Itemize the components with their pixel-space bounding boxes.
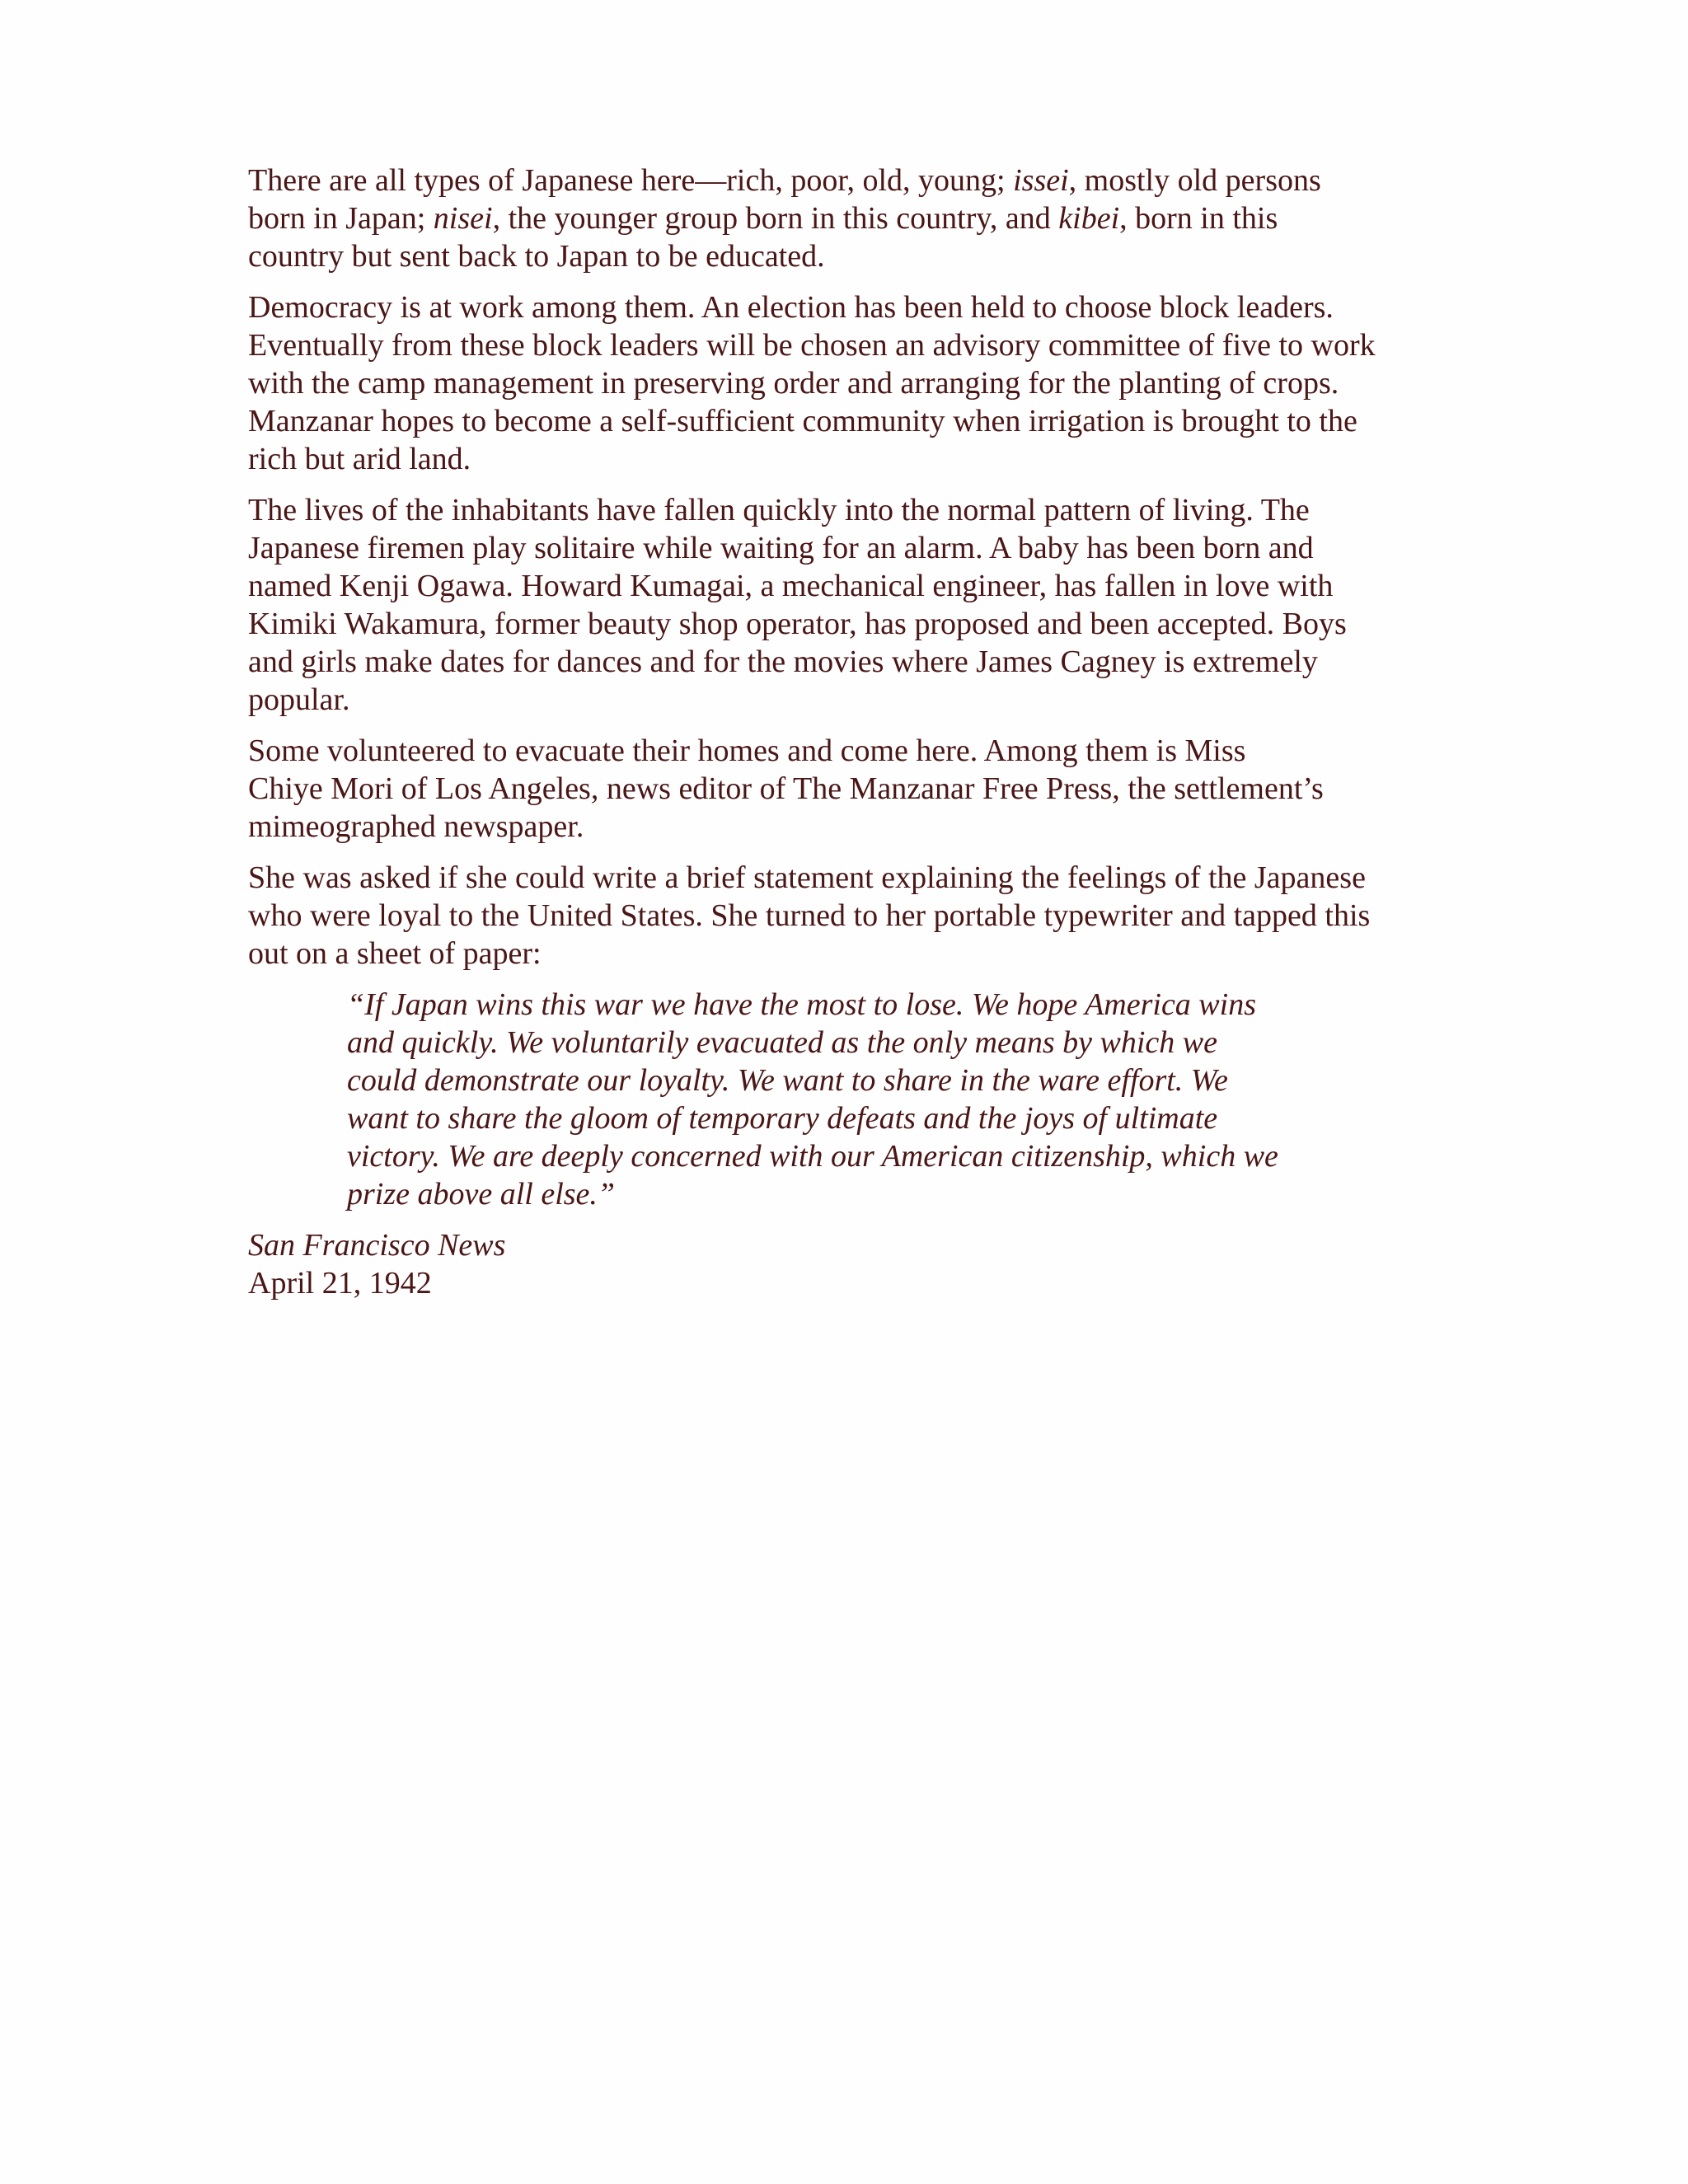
text-run: , mostly old persons	[1068, 163, 1321, 198]
text-line: out on a sheet of paper:	[248, 936, 542, 971]
document-page	[248, 162, 1460, 1302]
term-kibei: kibei	[1058, 201, 1120, 236]
text-line: mimeographed newspaper.	[248, 809, 584, 844]
text-line: She was asked if she could write a brief statement explaining the feelings of the Japanese	[248, 860, 1366, 895]
quote-line: prize above all else.”	[347, 1177, 616, 1212]
text-run: , the younger group born in this country, and	[492, 201, 1059, 236]
paragraph-statement-request	[248, 859, 1460, 972]
text-line: country but sent back to Japan to be educated.	[248, 239, 825, 274]
quote-line: victory. We are deeply concerned with our American citizenship, which we	[347, 1139, 1278, 1174]
paragraph-daily-life	[248, 491, 1460, 719]
quote-line: could demonstrate our loyalty. We want to share in the ware effort. We	[347, 1063, 1228, 1098]
quote-line: “If Japan wins this war we have the most to lose. We hope America wins	[347, 987, 1257, 1022]
quote-line: and quickly. We voluntarily evacuated as the only means by which we	[347, 1025, 1218, 1060]
block-quote	[347, 986, 1460, 1213]
text-run: , born in this	[1119, 201, 1278, 236]
text-line	[248, 199, 1460, 237]
text-line: and girls make dates for dances and for the movies where James Cagney is extremely	[248, 644, 1318, 679]
source-citation	[248, 1226, 1460, 1302]
text-run: There are all types of Japanese here—rich, poor, old, young;	[248, 163, 1014, 198]
text-line: who were loyal to the United States. She turned to her portable typewriter and tapped this	[248, 898, 1371, 933]
text-line: Kimiki Wakamura, former beauty shop operator, has proposed and been accepted. Boys	[248, 607, 1347, 641]
text-line: Manzanar hopes to become a self-sufficient community when irrigation is brought to the	[248, 404, 1357, 438]
text-line	[248, 162, 1460, 199]
text-line: rich but arid land.	[248, 442, 471, 476]
term-nisei: nisei	[433, 201, 493, 236]
text-run: born in Japan;	[248, 201, 434, 236]
source-date: April 21, 1942	[248, 1266, 432, 1301]
paragraph-japanese-types	[248, 162, 1460, 275]
text-line: with the camp management in preserving order and arranging for the planting of crops.	[248, 366, 1339, 401]
text-line: named Kenji Ogawa. Howard Kumagai, a mechanical engineer, has fallen in love with	[248, 569, 1334, 603]
text-line: Chiye Mori of Los Angeles, news editor of The Manzanar Free Press, the settlement’s	[248, 771, 1324, 806]
text-line: popular.	[248, 682, 350, 717]
quote-line: want to share the gloom of temporary defeats and the joys of ultimate	[347, 1101, 1218, 1136]
term-issei: issei	[1013, 163, 1069, 198]
source-publication: San Francisco News	[248, 1228, 506, 1263]
text-line: Eventually from these block leaders will be chosen an advisory committee of five to work	[248, 328, 1376, 363]
text-line: The lives of the inhabitants have fallen quickly into the normal pattern of living. The	[248, 493, 1310, 527]
text-line: Democracy is at work among them. An election has been held to choose block leaders.	[248, 290, 1334, 325]
paragraph-volunteers	[248, 732, 1460, 846]
text-line: Some volunteered to evacuate their homes and come here. Among them is Miss	[248, 733, 1246, 768]
text-line: Japanese firemen play solitaire while waiting for an alarm. A baby has been born and	[248, 531, 1314, 565]
paragraph-democracy	[248, 288, 1460, 478]
